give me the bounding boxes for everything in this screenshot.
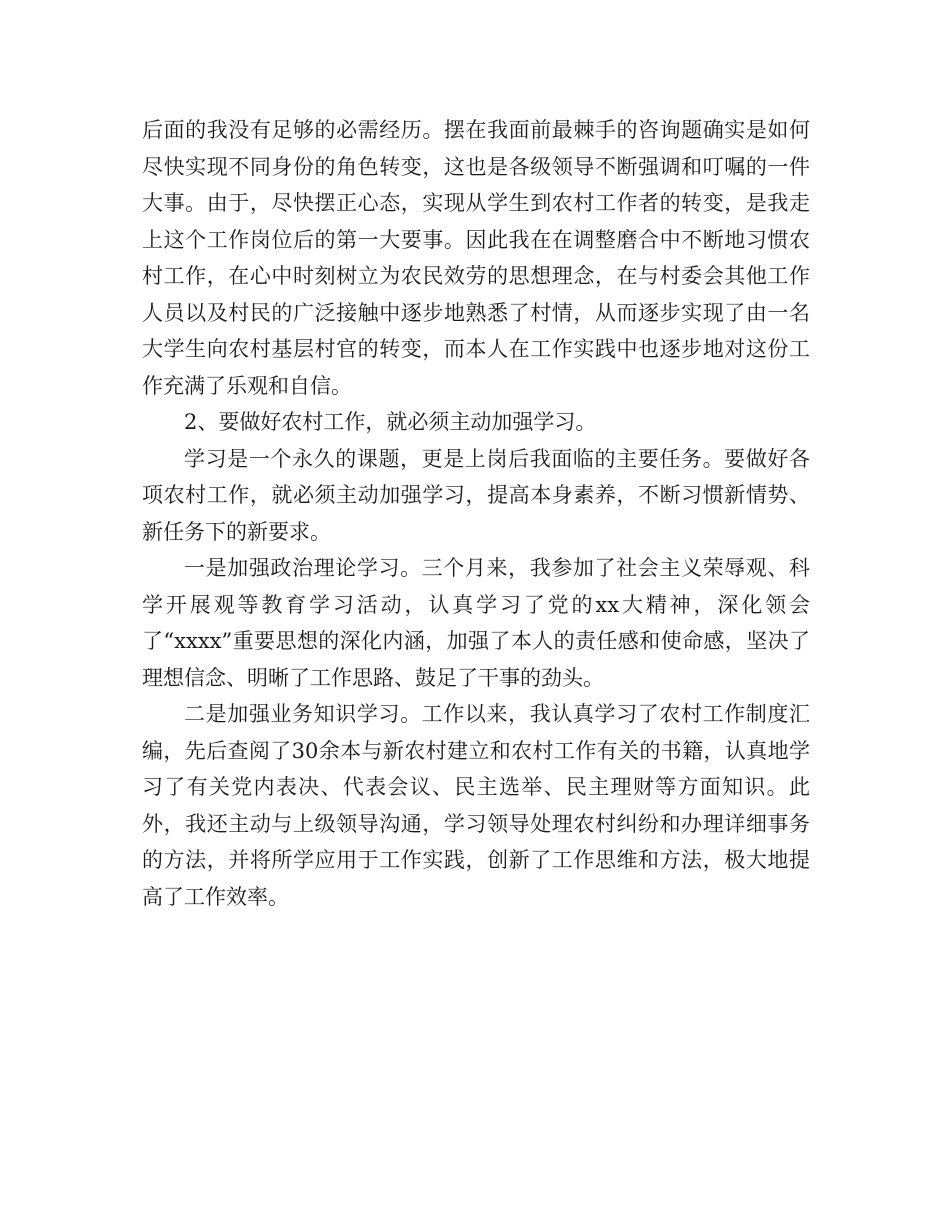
document-body (142, 112, 810, 915)
paragraph-business-knowledge: 二是加强业务知识学习。工作以来，我认真学习了农村工作制度汇编，先后查阅了30余本与新农村建立和农村工作有关的书籍，认真地学习了有关党内表决、代表会议、民主选举、民主理财等方面知识。此外，我还主动与上级领导沟通，学习领导处理农村纠纷和办理详细事务的方法，并将所学应用于工作实践，创新了工作思维和方法，极大地提高了工作效率。 (142, 702, 810, 909)
paragraph-heading-2: 2、要做好农村工作，就必须主动加强学习。 (184, 410, 597, 434)
paragraph-political-theory: 一是加强政治理论学习。三个月来，我参加了社会主义荣辱观、科学开展观等教育学习活动，认真学习了党的xx大精神，深化领会了“xxxx”重要思想的深化内涵，加强了本人的责任感和使命感，坚决了理想信念、明晰了工作思路、鼓足了干事的劲头。 (142, 556, 810, 690)
paragraph-study-intro: 学习是一个永久的课题，更是上岗后我面临的主要任务。要做好各项农村工作，就必须主动加强学习，提高本身素养，不断习惯新情势、新任务下的新要求。 (142, 446, 810, 544)
paragraph-continuation: 后面的我没有足够的必需经历。摆在我面前最棘手的咨询题确实是如何尽快实现不同身份的角色转变，这也是各级领导不断强调和叮嘱的一件大事。由于，尽快摆正心态，实现从学生到农村工作者的转变，是我走上这个工作岗位后的第一大要事。因此我在在调整磨合中不断地习惯农村工作，在心中时刻树立为农民效劳的思想理念，在与村委会其他工作人员以及村民的广泛接触中逐步地熟悉了村情，从而逐步实现了由一名大学生向农村基层村官的转变，而本人在工作实践中也逐步地对这份工作充满了乐观和自信。 (142, 118, 810, 398)
